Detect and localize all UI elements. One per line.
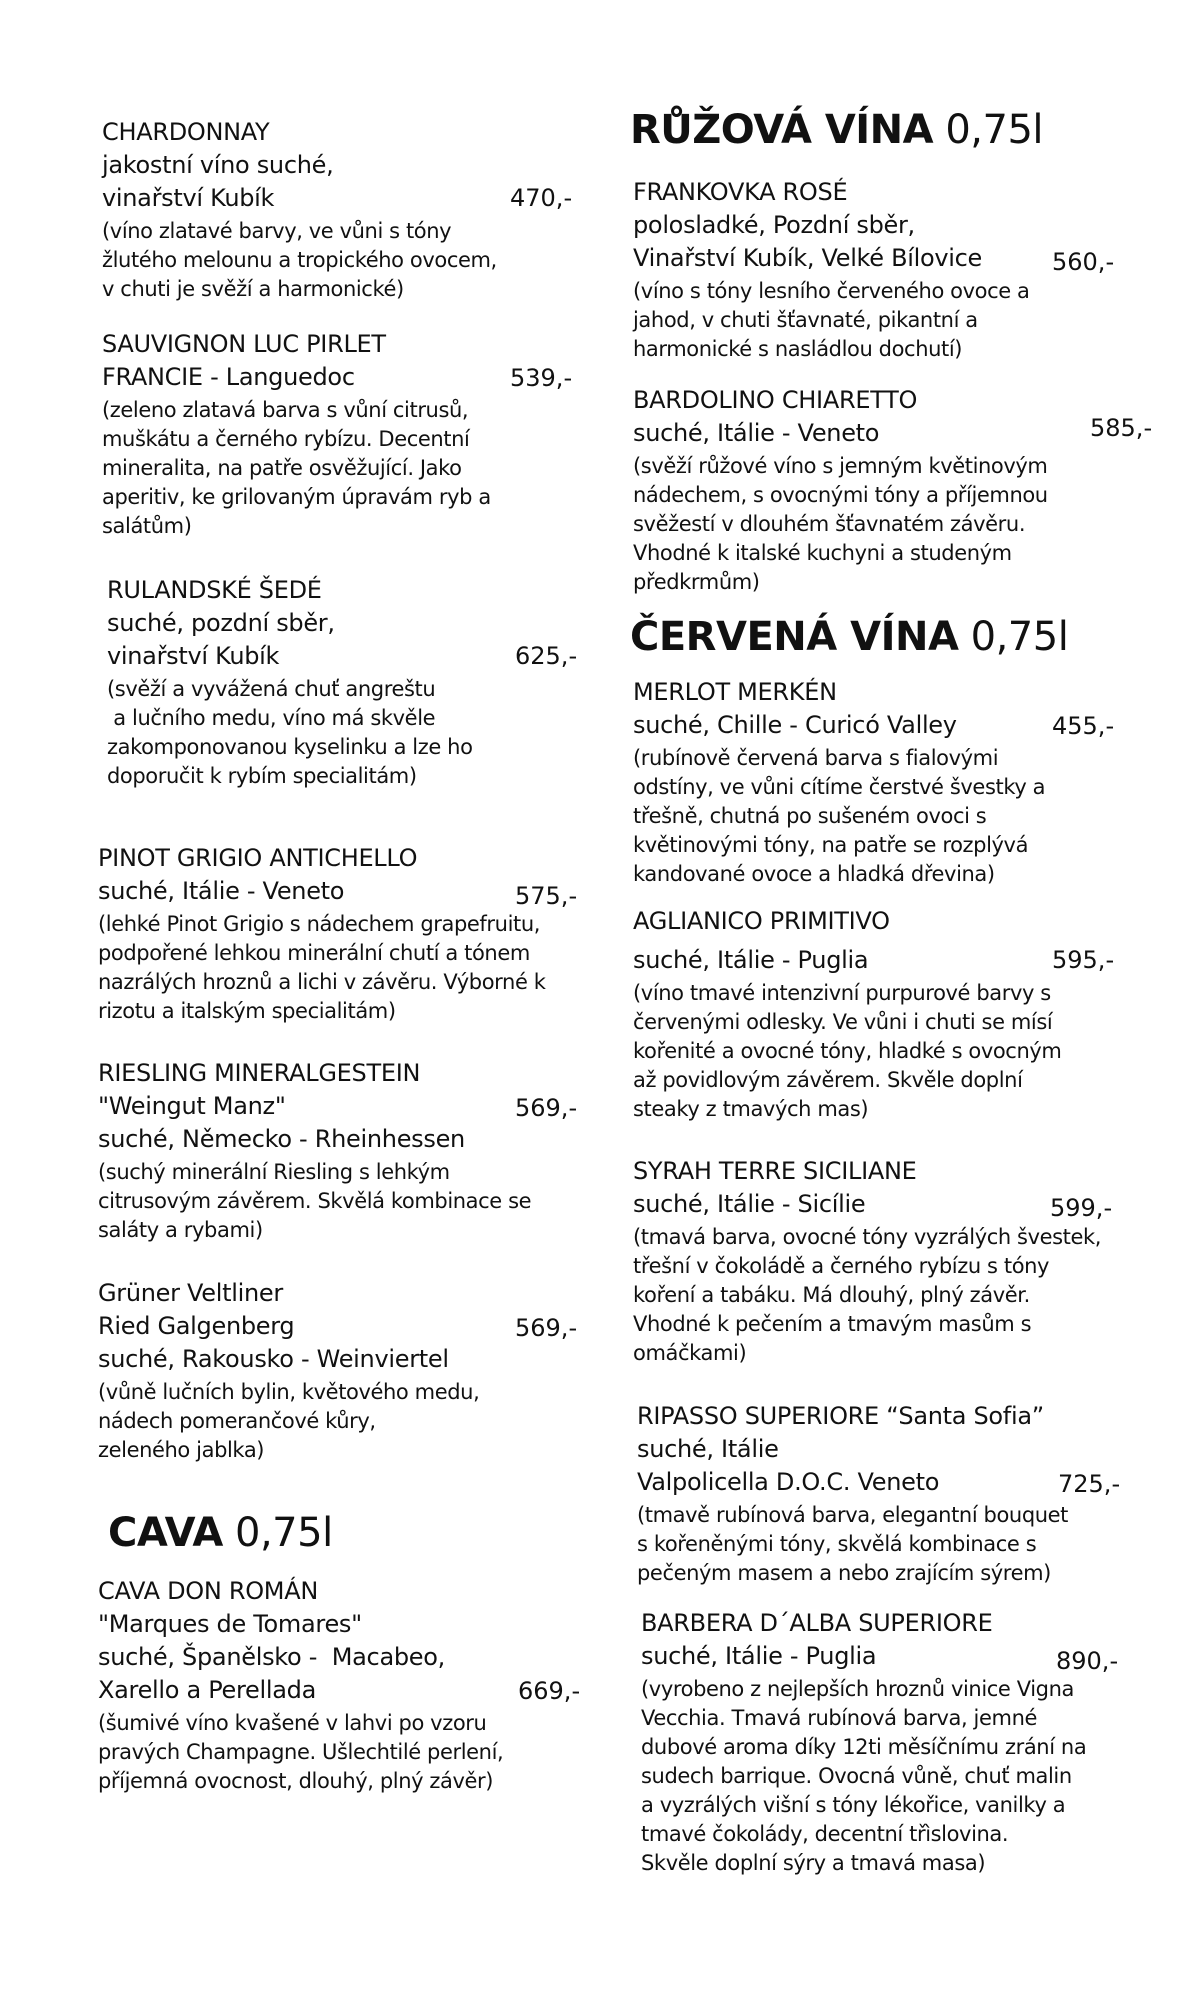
wine-detail: vinařství Kubík	[107, 642, 280, 670]
wine-item-bardolino-chiaretto	[633, 384, 1048, 597]
wine-price: 560,-	[1052, 248, 1115, 276]
wine-detail: "Weingut Manz"	[98, 1092, 286, 1120]
wine-price: 575,-	[515, 882, 578, 910]
wine-description: (tmavá barva, ovocné tóny vyzrálých švestek, třešní v čokoládě a černého rybízu s tóny koření a tabáku. Má dlouhý, plný závěr. Vhodné k pečením a tmavým masům s omáčkami)	[633, 1225, 1102, 1365]
section-heading-red: ČERVENÁ VÍNA 0,75l	[630, 614, 1069, 660]
wine-name: FRANKOVKA ROSÉ	[633, 178, 848, 206]
wine-detail: FRANCIE - Languedoc	[102, 363, 355, 391]
wine-name: BARDOLINO CHIARETTO	[633, 386, 918, 414]
wine-name: SAUVIGNON LUC PIRLET	[102, 330, 386, 358]
wine-description: (víno zlatavé barvy, ve vůni s tóny žlutého melounu a tropického ovocem, v chuti je svěží a harmonické)	[102, 219, 497, 301]
wine-description: (zeleno zlatavá barva s vůní citrusů, muškátu a černého rybízu. Decentní mineralita, na patře osvěžující. Jako aperitiv, ke grilovaným úpravám ryb a salátům)	[102, 398, 491, 538]
wine-name: RIESLING MINERALGESTEIN	[98, 1059, 421, 1087]
wine-detail: Xarello a Perellada	[98, 1676, 317, 1704]
wine-item-chardonnay	[102, 116, 497, 304]
wine-detail: suché, Itálie - Puglia	[633, 946, 869, 974]
wine-item-riesling	[98, 1057, 531, 1245]
wine-description: (vyrobeno z nejlepších hroznů vinice Vigna Vecchia. Tmavá rubínová barva, jemné dubové aroma díky 12ti měsíčnímu zrání na sudech barrique. Ovocná vůně, chuť malin a vyzrálých višní s tóny lékořice, vanilky a tmavé čokolády, decentní třìslovina. Skvěle doplní sýry a tmavá masa)	[641, 1677, 1087, 1875]
wine-name: Grüner Veltliner	[98, 1279, 283, 1307]
wine-description: (víno s tóny lesního červeného ovoce a jahod, v chuti šťavnaté, pikantní a harmonické s nasládlou dochutí)	[633, 279, 1030, 361]
wine-item-merlot-merken	[633, 676, 1045, 889]
wine-detail: suché, Itálie - Puglia	[641, 1642, 877, 1670]
wine-name: MERLOT MERKÉN	[633, 678, 837, 706]
wine-price: 725,-	[1058, 1470, 1121, 1498]
wine-price: 890,-	[1056, 1647, 1119, 1675]
wine-price: 470,-	[510, 184, 573, 212]
wine-detail: jakostní víno suché,	[102, 151, 334, 179]
wine-price: 599,-	[1050, 1194, 1113, 1222]
wine-detail: suché, Itálie - Veneto	[633, 419, 880, 447]
wine-item-frankovka-rose	[633, 176, 1030, 364]
wine-name: CAVA DON ROMÁN	[98, 1577, 318, 1605]
wine-detail: suché, Itálie	[637, 1435, 779, 1463]
wine-description: (rubínově červená barva s fialovými odstíny, ve vůni cítíme čerstvé švestky a třešně, chutná po sušeném ovoci s květinovými tóny, na patře se rozplývá kandované ovoce a hladká dřevina)	[633, 746, 1046, 886]
wine-detail: suché, Rakousko - Weinviertel	[98, 1345, 449, 1373]
wine-description: (šumivé víno kvašené v lahvi po vzoru pravých Champagne. Ušlechtilé perlení, příjemná ovocnost, dlouhý, plný závěr)	[98, 1711, 504, 1793]
wine-price: 569,-	[515, 1094, 578, 1122]
wine-description: (vůně lučních bylin, květového medu, nádech pomerančové kůry, zeleného jablka)	[98, 1380, 480, 1462]
wine-name: BARBERA D´ALBA SUPERIORE	[641, 1609, 993, 1637]
wine-item-sauvignon	[102, 328, 491, 541]
section-heading-rose: RŮŽOVÁ VÍNA 0,75l	[630, 107, 1044, 153]
wine-price: 455,-	[1052, 712, 1115, 740]
wine-detail: suché, Španělsko - Macabeo,	[98, 1643, 445, 1671]
section-heading-cava: CAVA 0,75l	[108, 1510, 333, 1556]
wine-item-barbera-dalba-superiore	[641, 1607, 1086, 1878]
wine-name: CHARDONNAY	[102, 118, 270, 146]
wine-detail: suché, Německo - Rheinhessen	[98, 1125, 465, 1153]
wine-item-gruner-veltliner	[98, 1277, 479, 1465]
wine-detail: vinařství Kubík	[102, 184, 275, 212]
wine-item-pinot-grigio	[98, 842, 546, 1026]
wine-name: PINOT GRIGIO ANTICHELLO	[98, 844, 418, 872]
wine-name: SYRAH TERRE SICILIANE	[633, 1157, 917, 1185]
wine-price: 625,-	[515, 642, 578, 670]
wine-item-ripasso-superiore	[637, 1400, 1068, 1588]
wine-detail: suché, pozdní sběr,	[107, 609, 335, 637]
wine-description: (víno tmavé intenzivní purpurové barvy s červenými odlesky. Ve vůni i chuti se mísí kořenité a ovocné tóny, hladké s ovocným až povidlovým závěrem. Skvěle doplní steaky z tmavých mas)	[633, 981, 1062, 1121]
wine-description: (svěží růžové víno s jemným květinovým nádechem, s ovocnými tóny a příjemnou svěžestí v dlouhém šťavnatém závěru. Vhodné k italské kuchyni a studeným předkrmům)	[633, 454, 1048, 594]
wine-detail: suché, Chille - Curicó Valley	[633, 711, 957, 739]
wine-detail: "Marques de Tomares"	[98, 1610, 362, 1638]
wine-detail: polosladké, Pozdní sběr,	[633, 211, 915, 239]
wine-price: 669,-	[518, 1677, 581, 1705]
wine-name: RULANDSKÉ ŠEDÉ	[107, 576, 322, 604]
wine-item-cava-don-roman	[98, 1575, 503, 1796]
wine-price: 569,-	[515, 1314, 578, 1342]
wine-item-aglianico-primitivo	[633, 905, 1061, 1124]
wine-name: RIPASSO SUPERIORE “Santa Sofia”	[637, 1402, 1044, 1430]
wine-detail: Ried Galgenberg	[98, 1312, 295, 1340]
wine-description: (lehké Pinot Grigio s nádechem grapefruitu, podpořené lehkou minerální chutí a tónem nazrálých hroznů a lichi v závěru. Výborné k rizotu a italským specialitám)	[98, 912, 546, 1023]
wine-price: 595,-	[1052, 946, 1115, 974]
wine-description: (tmavě rubínová barva, elegantní bouquet s kořeněnými tóny, skvělá kombinace s pečeným masem a nebo zrajícím sýrem)	[637, 1503, 1069, 1585]
wine-detail: suché, Itálie - Sicílie	[633, 1190, 866, 1218]
wine-name: AGLIANICO PRIMITIVO	[633, 907, 890, 935]
wine-detail: suché, Itálie - Veneto	[98, 877, 345, 905]
wine-item-rulandske-sede	[107, 574, 473, 791]
wine-item-syrah-terre-siciliane	[633, 1155, 1101, 1368]
wine-description: (suchý minerální Riesling s lehkým citrusovým závěrem. Skvělá kombinace se saláty a rybami)	[98, 1160, 532, 1242]
wine-description: (svěží a vyvážená chuť angreštu a lučního medu, víno má skvěle zakomponovanou kyselinku a lze ho doporučit k rybím specialitám)	[107, 677, 473, 788]
wine-price: 539,-	[510, 364, 573, 392]
wine-detail: Valpolicella D.O.C. Veneto	[637, 1468, 940, 1496]
wine-detail: Vinařství Kubík, Velké Bílovice	[633, 244, 983, 272]
wine-price: 585,-	[1090, 414, 1153, 442]
